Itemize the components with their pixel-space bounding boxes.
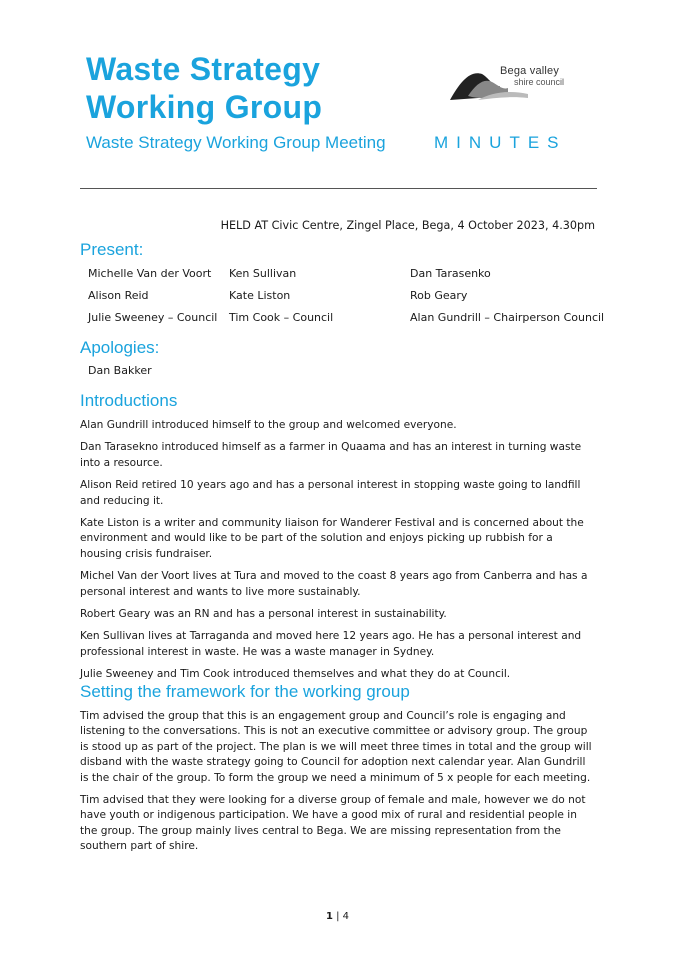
introductions-body (80, 418, 595, 690)
framework-body (80, 709, 595, 862)
paragraph: Kate Liston is a writer and community liaison for Wanderer Festival and is concerned about the environment and would like to be part of the solution and enjoys picking up rubbish for a housing crisis fundraiser. (80, 517, 584, 560)
document-title (86, 50, 322, 126)
page-total: 4 (342, 911, 350, 922)
paragraph: Ken Sullivan lives at Tarraganda and moved here 12 years ago. He has a personal interest and professional interest in waste. He was a waste manager in Sydney. (80, 630, 582, 658)
introductions-heading: Introductions (80, 391, 178, 410)
paragraph: Robert Geary was an RN and has a personal interest in sustainability. (80, 608, 447, 621)
attendee: Alison Reid (88, 289, 149, 302)
paragraph: Alan Gundrill introduced himself to the group and welcomed everyone. (80, 419, 457, 431)
paragraph: Michel Van der Voort lives at Tura and moved to the coast 8 years ago from Canberra and has a personal interest and wants to live more sustainably. (80, 570, 588, 598)
title-line-2: Working Group (86, 89, 323, 125)
minutes-label: MINUTES (434, 133, 567, 152)
logo-line-1: Bega valley (500, 65, 560, 77)
attendee: Tim Cook – Council (229, 311, 334, 324)
attendee: Kate Liston (229, 289, 291, 302)
page-separator: | (332, 911, 343, 922)
attendee: Dan Tarasenko (410, 267, 491, 280)
held-at-line: HELD AT Civic Centre, Zingel Place, Bega, 4 October 2023, 4.30pm (220, 219, 595, 232)
paragraph: Alison Reid retired 10 years ago and has a personal interest in stopping waste going to landfill and reducing it. (80, 479, 581, 507)
attendee: Rob Geary (410, 289, 468, 302)
apology-name: Dan Bakker (88, 364, 152, 377)
logo-text (500, 66, 564, 88)
page-footer (0, 911, 675, 922)
header-divider (80, 188, 597, 189)
attendee: Julie Sweeney – Council (88, 311, 218, 324)
meeting-subtitle: Waste Strategy Working Group Meeting (86, 133, 386, 152)
paragraph: Dan Tarasekno introduced himself as a farmer in Quaama and has an interest in turning waste into a resource. (80, 441, 582, 469)
title-line-1: Waste Strategy (86, 51, 321, 87)
attendee: Michelle Van der Voort (88, 267, 212, 280)
apologies-heading: Apologies: (80, 338, 160, 357)
logo-line-2: shire council (514, 77, 565, 87)
present-heading: Present: (80, 240, 144, 259)
paragraph: Tim advised the group that this is an engagement group and Council’s role is engaging and listening to the conversations. This is not an executive committee or advisory group. The group is stood up as part of the project. The plan is we will meet three times in total and the group will disband with the waste strategy going to Council for adoption next calendar year. Alan Gundrill is the chair of the group. To form the group we need a minimum of 5 x people for each meeting. (80, 710, 592, 784)
page-number: 1 (325, 911, 333, 922)
paragraph: Tim advised that they were looking for a diverse group of female and male, however we do not have youth or indigenous participation. We have a good mix of rural and residential people in the group. The group mainly lives central to Bega. We are missing representation from the southern part of shire. (80, 794, 586, 853)
attendee: Ken Sullivan (229, 267, 297, 280)
attendee: Alan Gundrill – Chairperson Council (410, 311, 605, 324)
paragraph: Julie Sweeney and Tim Cook introduced themselves and what they do at Council. (80, 668, 511, 681)
framework-heading: Setting the framework for the working group (80, 682, 410, 701)
